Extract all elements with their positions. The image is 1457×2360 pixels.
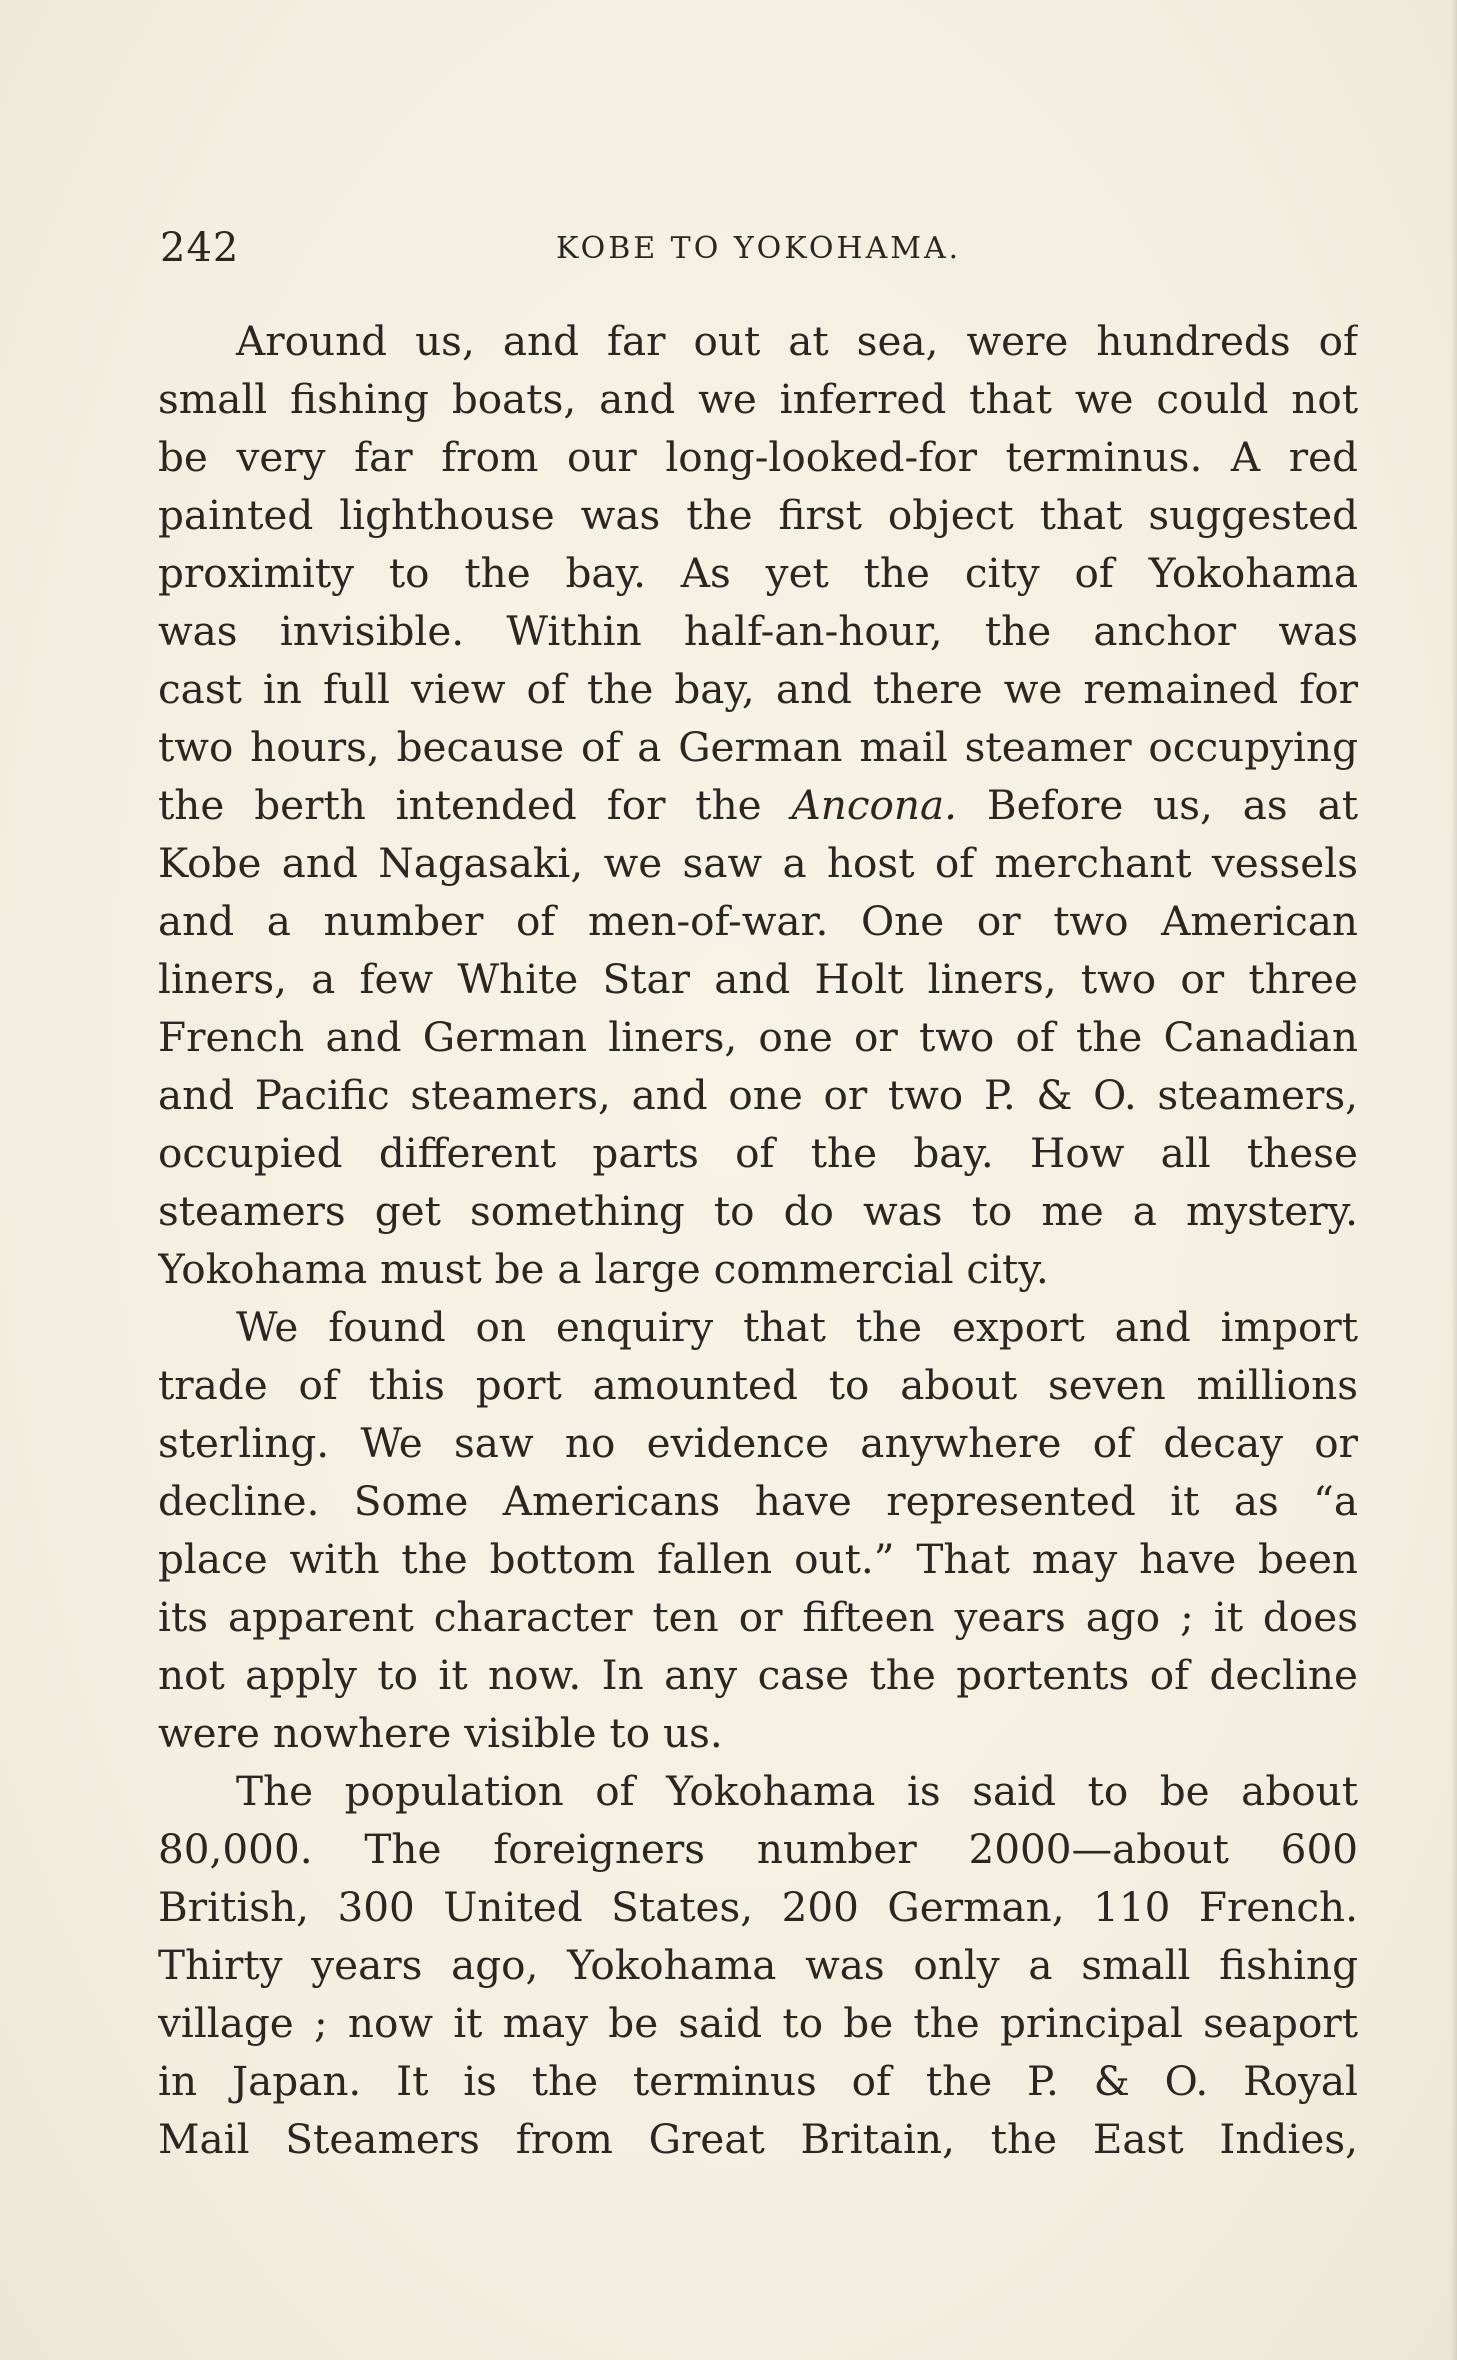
ship-name: Ancona.: [791, 781, 958, 829]
text-line: occupied different parts of the bay. How all these: [158, 1129, 1358, 1177]
text-line: was invisible. Within half-an-hour, the anchor was: [158, 607, 1358, 655]
text-line: painted lighthouse was the first object that suggested: [158, 491, 1358, 539]
text-line: place with the bottom fallen out.” That may have been: [158, 1535, 1358, 1583]
text-line: cast in full view of the bay, and there we remained for: [158, 665, 1358, 713]
text-line: be very far from our long-looked-for terminus. A red: [158, 433, 1358, 481]
text-line: proximity to the bay. As yet the city of Yokohama: [158, 549, 1358, 597]
text-line: [158, 776, 1358, 834]
text-segment: the berth intended for the: [158, 781, 792, 829]
text-line: and a number of men-of-war. One or two American: [158, 897, 1358, 945]
page-edge-shadow: [1451, 0, 1457, 2360]
text-line: Around us, and far out at sea, were hundreds of: [236, 317, 1358, 365]
text-line: trade of this port amounted to about seven millions: [158, 1361, 1358, 1409]
text-line: small fishing boats, and we inferred that we could not: [158, 375, 1358, 423]
page-header: [160, 218, 1360, 278]
text-line: French and German liners, one or two of the Canadian: [158, 1013, 1358, 1061]
text-line: and Pacific steamers, and one or two P. & O. steamers,: [158, 1071, 1358, 1119]
text-line: Thirty years ago, Yokohama was only a small fishing: [158, 1941, 1358, 1989]
text-line: We found on enquiry that the export and import: [236, 1303, 1358, 1351]
text-line: not apply to it now. In any case the portents of decline: [158, 1651, 1358, 1699]
text-line: steamers get something to do was to me a mystery.: [158, 1187, 1358, 1235]
text-line: village ; now it may be said to be the principal seaport: [158, 1999, 1358, 2047]
text-segment: Before us, as at: [957, 781, 1358, 829]
text-line: Kobe and Nagasaki, we saw a host of merchant vessels: [158, 839, 1358, 887]
text-line: British, 300 United States, 200 German, 110 French.: [158, 1883, 1358, 1931]
text-line: in Japan. It is the terminus of the P. & O. Royal: [158, 2057, 1358, 2105]
text-line: The population of Yokohama is said to be about: [236, 1767, 1358, 1815]
text-line: were nowhere visible to us.: [158, 1709, 723, 1757]
text-line: two hours, because of a German mail steamer occupying: [158, 723, 1358, 771]
text-line: sterling. We saw no evidence anywhere of decay or: [158, 1419, 1358, 1467]
text-line: its apparent character ten or fifteen years ago ; it does: [158, 1593, 1358, 1641]
page-number: 242: [160, 225, 240, 271]
text-line: Mail Steamers from Great Britain, the East Indies,: [158, 2115, 1358, 2163]
text-line: Yokohama must be a large commercial city.: [158, 1245, 1049, 1293]
text-line: decline. Some Americans have represented it as “a: [158, 1477, 1358, 1525]
running-head: KOBE TO YOKOHAMA.: [556, 231, 962, 266]
body-text: [158, 312, 1358, 2168]
text-line: 80,000. The foreigners number 2000—about 600: [158, 1825, 1358, 1873]
text-line: liners, a few White Star and Holt liners, two or three: [158, 955, 1358, 1003]
